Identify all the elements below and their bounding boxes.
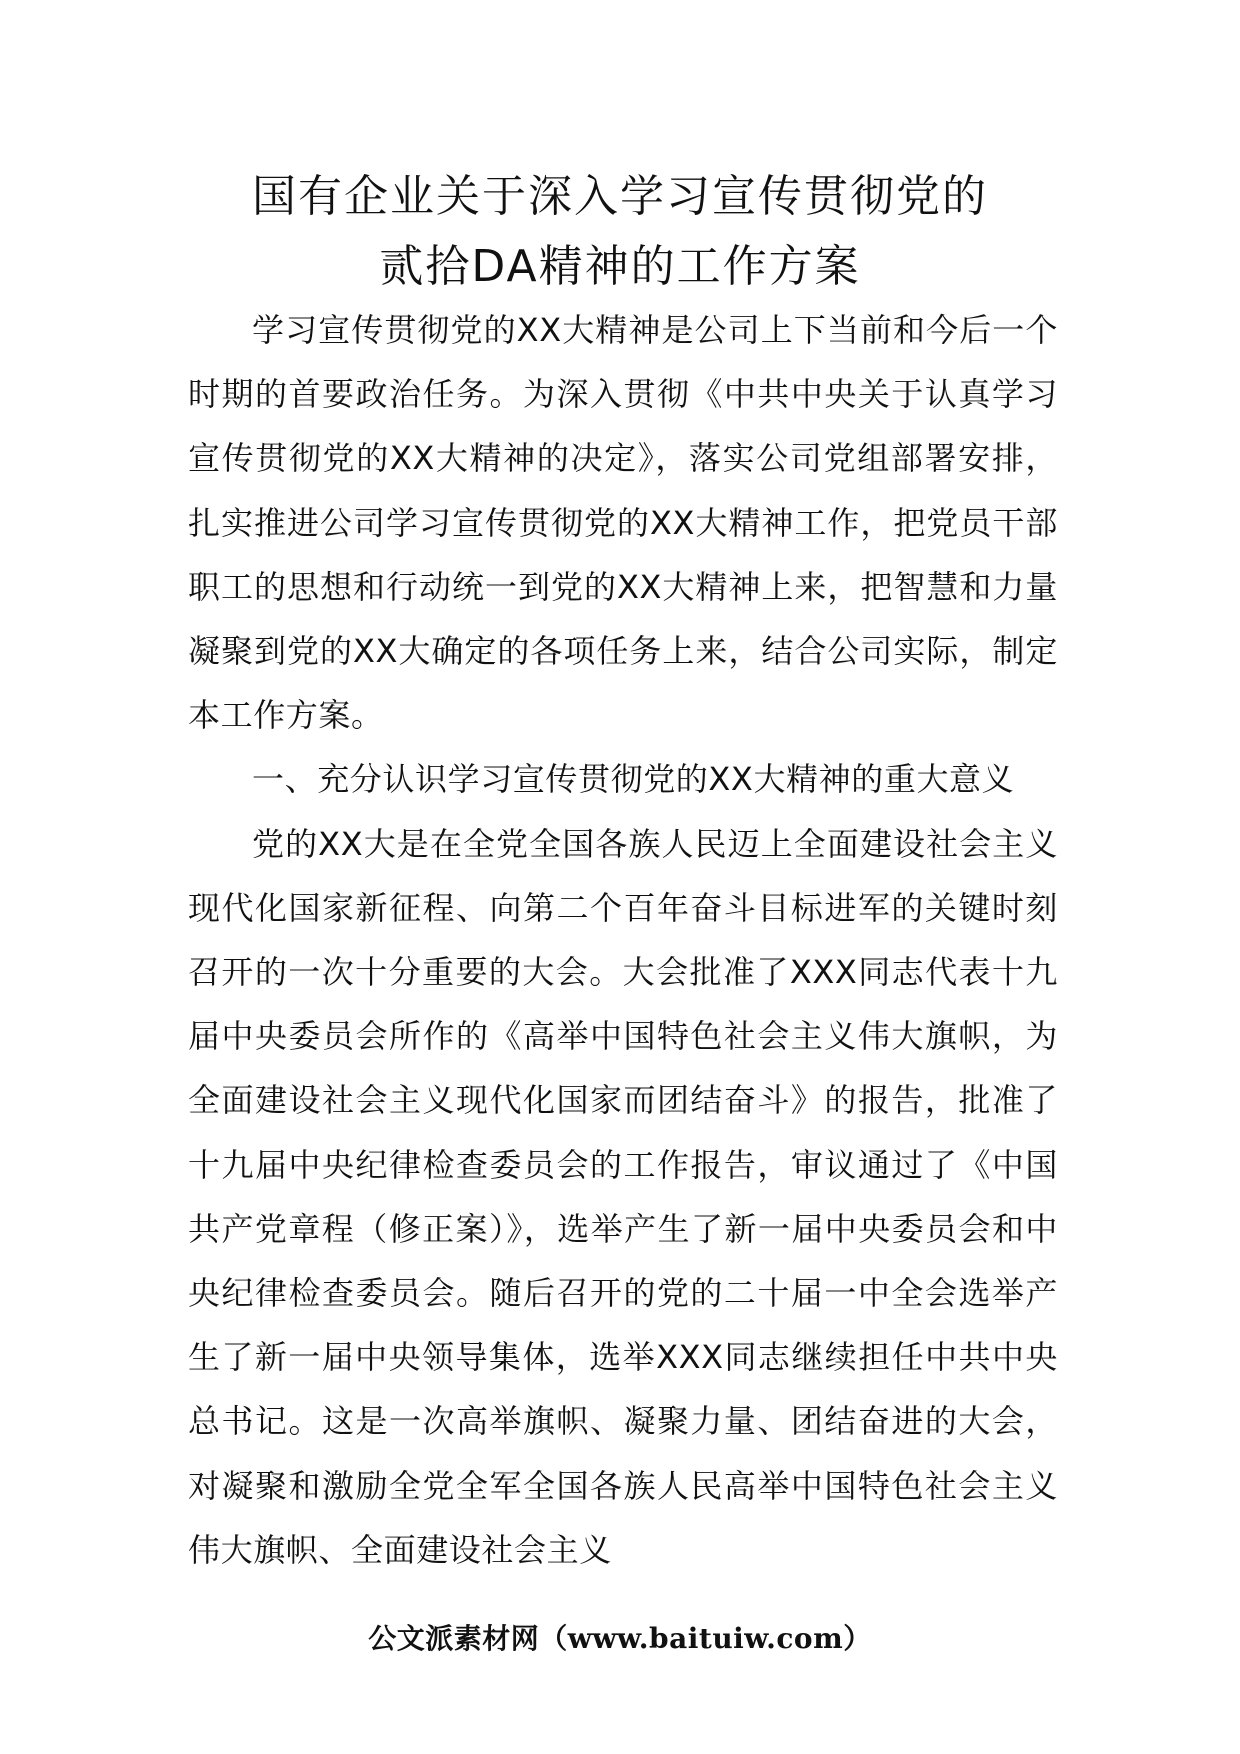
footer-watermark-text: 公文派素材网（www.baituiw.com） bbox=[368, 1622, 872, 1655]
document-title-line-2: 贰拾DA精神的工作方案 bbox=[379, 241, 861, 292]
paragraph-significance: 党的XX大是在全党全国各族人民迈上全面建设社会主义现代化国家新征程、向第二个百年奋斗目标进军的关键时刻召开的一次十分重要的大会。大会批准了XXX同志代表十九届中央委员会所作的《高举中国特色社会主义伟大旗帜，为全面建设社会主义现代化国家而团结奋斗》的报告，批准了十九届中央纪律检查委员会的工作报告，审议通过了《中国共产党章程（修正案）》，选举产生了新一届中央委员会和中央纪律检查委员会。随后召开的党的二十届一中全会选举产生了新一届中央领导集体，选举XXX同志继续担任中共中央总书记。这是一次高举旗帜、凝聚力量、团结奋进的大会，对凝聚和激励全党全军全国各族人民高举中国特色社会主义伟大旗帜、全面建设社会主义 bbox=[188, 824, 1058, 1569]
document-title-line-1: 国有企业关于深入学习宣传贯彻党的 bbox=[252, 171, 988, 222]
paragraph-intro: 学习宣传贯彻党的XX大精神是公司上下当前和今后一个时期的首要政治任务。为深入贯彻《中共中央关于认真学习宣传贯彻党的XX大精神的决定》，落实公司党组部署安排，扎实推进公司学习宣传贯彻党的XX大精神工作，把党员干部职工的思想和行动统一到党的XX大精神上来，把智慧和力量凝聚到党的XX大确定的各项任务上来，结合公司实际，制定本工作方案。 bbox=[188, 311, 1058, 735]
document-body bbox=[188, 298, 1058, 1582]
section-heading-1: 一、充分认识学习宣传贯彻党的XX大精神的重大意义 bbox=[252, 760, 1015, 799]
